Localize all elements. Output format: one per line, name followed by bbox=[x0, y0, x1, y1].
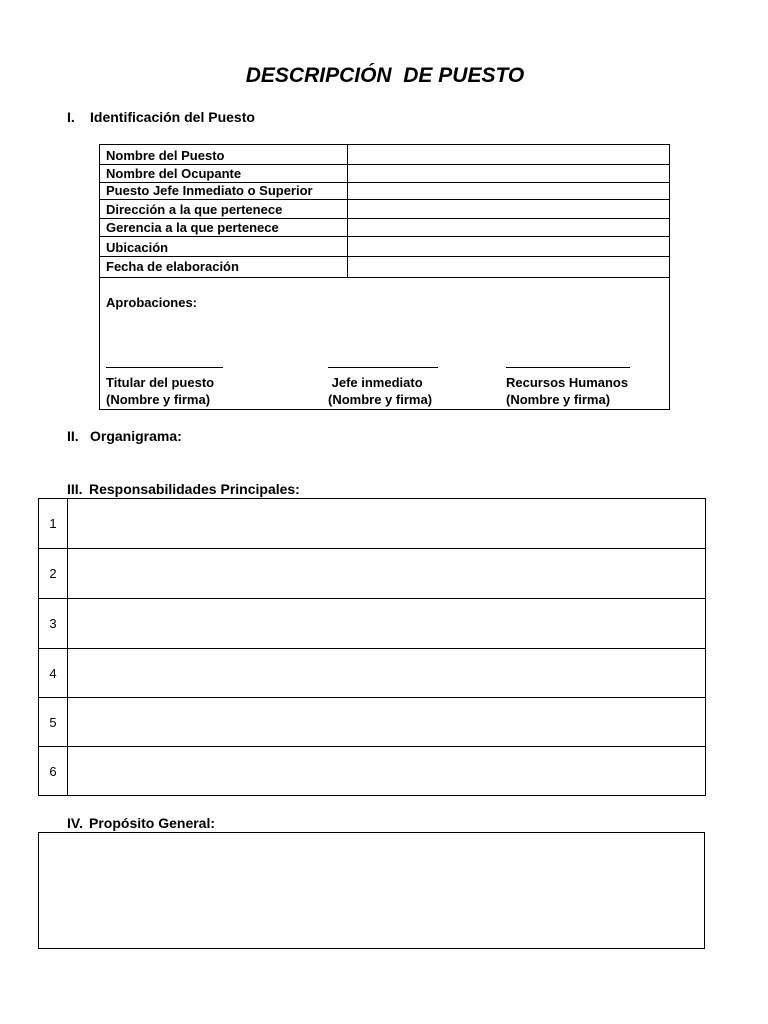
section-label: Responsabilidades Principales: bbox=[89, 481, 300, 497]
purpose-field[interactable] bbox=[38, 832, 705, 949]
signature-block-titular bbox=[106, 367, 223, 408]
id-row-value-field[interactable] bbox=[347, 257, 670, 277]
row-number: 4 bbox=[49, 665, 57, 681]
id-row-label: Fecha de elaboración bbox=[106, 259, 239, 274]
section-label: Organigrama: bbox=[90, 428, 182, 444]
id-row-value-field[interactable] bbox=[347, 200, 670, 218]
responsibility-row bbox=[39, 599, 705, 649]
responsibility-row bbox=[39, 747, 705, 795]
id-row-jefe-inmediato bbox=[100, 183, 669, 200]
identification-table bbox=[99, 144, 670, 410]
signature-line[interactable] bbox=[328, 367, 438, 374]
signature-note: (Nombre y firma) bbox=[506, 392, 611, 407]
responsibility-row bbox=[39, 698, 705, 747]
id-row-ubicacion bbox=[100, 237, 669, 257]
signature-note: (Nombre y firma) bbox=[328, 392, 433, 407]
signature-role: Jefe inmediato bbox=[328, 375, 423, 390]
id-row-direccion bbox=[100, 200, 669, 219]
signature-block-jefe bbox=[328, 367, 438, 408]
signature-block-rrhh bbox=[506, 367, 630, 408]
id-row-label: Ubicación bbox=[106, 240, 169, 255]
page-title: DESCRIPCIÓN DE PUESTO bbox=[245, 64, 525, 87]
id-row-value-field[interactable] bbox=[347, 183, 670, 199]
signature-line[interactable] bbox=[506, 367, 630, 374]
responsibility-field[interactable] bbox=[67, 599, 705, 648]
row-number: 1 bbox=[49, 516, 57, 531]
responsibility-field[interactable] bbox=[67, 698, 705, 746]
responsibility-field[interactable] bbox=[67, 747, 705, 795]
responsibility-row bbox=[39, 499, 705, 549]
section-number: I. bbox=[67, 109, 75, 125]
signature-role: Recursos Humanos bbox=[506, 375, 629, 390]
section-purpose-heading bbox=[67, 815, 215, 831]
row-number: 2 bbox=[49, 566, 57, 581]
section-responsibilities-heading bbox=[67, 481, 300, 497]
signature-line[interactable] bbox=[106, 367, 223, 374]
section-number: IV. bbox=[67, 815, 83, 831]
id-row-value-field[interactable] bbox=[347, 165, 670, 182]
id-row-label: Nombre del Ocupante bbox=[106, 166, 242, 181]
responsibilities-table bbox=[38, 498, 706, 796]
row-number: 6 bbox=[49, 763, 57, 779]
id-row-gerencia bbox=[100, 219, 669, 237]
responsibility-row bbox=[39, 649, 705, 698]
row-number: 3 bbox=[49, 616, 57, 631]
id-row-value-field[interactable] bbox=[347, 237, 670, 256]
id-row-nombre-puesto bbox=[100, 145, 669, 165]
responsibility-row bbox=[39, 549, 705, 599]
id-row-label: Nombre del Puesto bbox=[106, 148, 225, 163]
signature-role: Titular del puesto bbox=[106, 375, 215, 390]
id-row-nombre-ocupante bbox=[100, 165, 669, 183]
id-row-value-field[interactable] bbox=[347, 219, 670, 236]
approvals-label: Aprobaciones: bbox=[106, 295, 198, 310]
row-number: 5 bbox=[49, 714, 57, 730]
section-label: Identificación del Puesto bbox=[90, 109, 255, 125]
responsibility-field[interactable] bbox=[67, 549, 705, 598]
responsibility-field[interactable] bbox=[67, 499, 705, 548]
signature-note: (Nombre y firma) bbox=[106, 392, 211, 407]
id-row-label: Gerencia a la que pertenece bbox=[106, 220, 279, 235]
section-org-chart-heading bbox=[67, 428, 182, 444]
section-identification-heading bbox=[67, 109, 255, 125]
responsibility-field[interactable] bbox=[67, 649, 705, 697]
id-row-value-field[interactable] bbox=[347, 145, 670, 164]
id-row-fecha bbox=[100, 257, 669, 278]
id-row-label: Dirección a la que pertenece bbox=[106, 202, 283, 217]
section-number: II. bbox=[67, 428, 79, 444]
id-row-label: Puesto Jefe Inmediato o Superior bbox=[106, 183, 313, 198]
section-label: Propósito General: bbox=[89, 815, 216, 831]
section-number: III. bbox=[67, 481, 83, 497]
